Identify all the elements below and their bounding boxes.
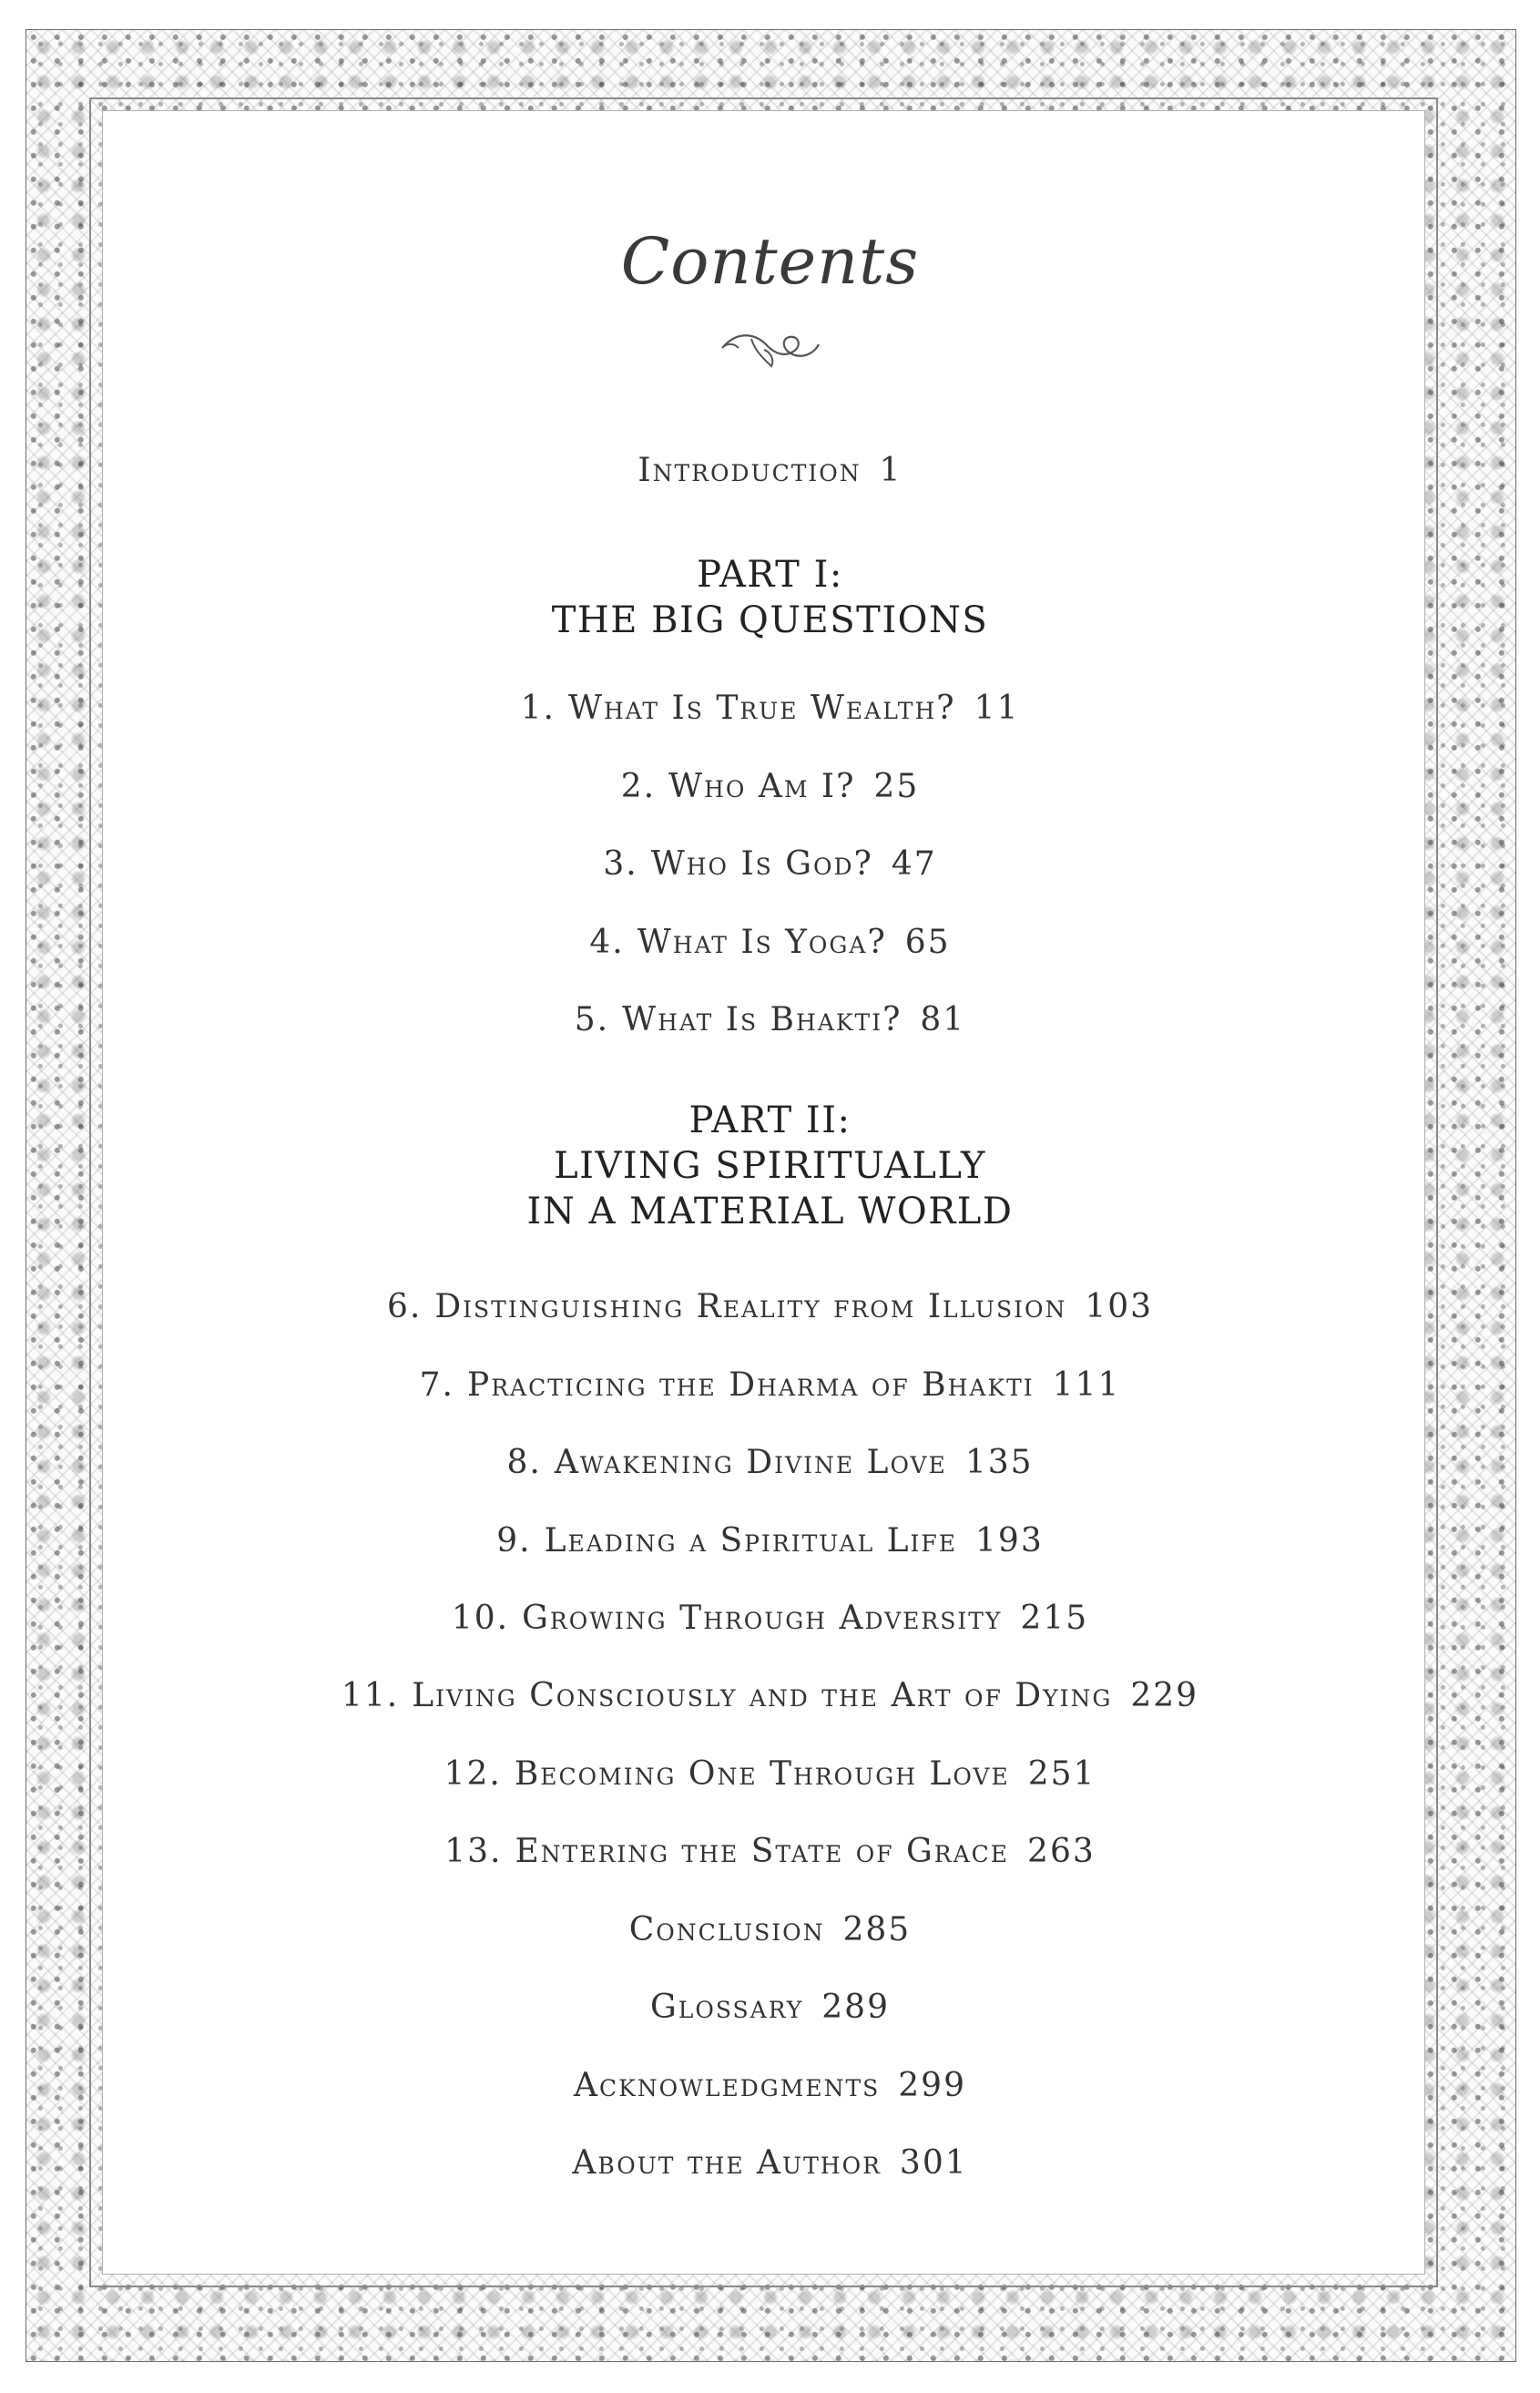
toc-entry-chapter[interactable] xyxy=(0,1444,1540,1481)
entry-title: What Is True Wealth? xyxy=(567,690,956,727)
entry-title: Introduction xyxy=(637,452,862,489)
entry-title: Distinguishing Reality from Illusion xyxy=(434,1288,1067,1325)
entry-title: Acknowledgments xyxy=(574,2067,881,2104)
part-heading-line: IN A MATERIAL WORLD xyxy=(526,1191,1014,1232)
part-heading-line: LIVING SPIRITUALLY xyxy=(554,1145,986,1187)
chapter-number: 9. xyxy=(496,1522,532,1560)
part-heading xyxy=(0,552,1540,643)
entry-title: Leading a Spiritual Life xyxy=(544,1522,958,1560)
toc-entry-chapter[interactable] xyxy=(0,1600,1540,1637)
entry-title: Growing Through Adversity xyxy=(522,1600,1003,1637)
toc-entry-chapter[interactable] xyxy=(0,690,1540,727)
chapter-number: 11. xyxy=(341,1677,400,1714)
toc-entry-glossary[interactable] xyxy=(0,1989,1540,2026)
toc-entry-introduction[interactable] xyxy=(0,452,1540,489)
entry-page: 11 xyxy=(974,690,1020,727)
chapter-number: 12. xyxy=(444,1755,502,1793)
toc-entry-chapter[interactable] xyxy=(0,1522,1540,1560)
toc-entry-about-author[interactable] xyxy=(0,2144,1540,2182)
toc-entry-chapter[interactable] xyxy=(0,1288,1540,1325)
toc-entry-chapter[interactable] xyxy=(0,768,1540,805)
entry-title: Practicing the Dharma of Bhakti xyxy=(466,1366,1035,1404)
entry-page: 103 xyxy=(1085,1288,1154,1325)
chapter-number: 4. xyxy=(589,924,625,961)
toc-entry-acknowledgments[interactable] xyxy=(0,2067,1540,2104)
entry-page: 47 xyxy=(891,845,937,883)
entry-page: 229 xyxy=(1130,1677,1199,1714)
toc-entry-chapter[interactable] xyxy=(0,1755,1540,1793)
toc-entry-chapter[interactable] xyxy=(0,845,1540,883)
toc-entry-chapter[interactable] xyxy=(0,1833,1540,1870)
entry-title: Awakening Divine Love xyxy=(554,1444,947,1481)
entry-page: 299 xyxy=(898,2067,966,2104)
entry-page: 289 xyxy=(821,1989,890,2026)
page-title: Contents xyxy=(620,224,920,299)
chapter-number: 7. xyxy=(419,1366,454,1404)
entry-page: 193 xyxy=(975,1522,1044,1560)
entry-page: 301 xyxy=(899,2144,968,2182)
entry-title: Living Consciously and the Art of Dying xyxy=(412,1677,1113,1714)
entry-page: 111 xyxy=(1052,1366,1121,1404)
toc-entry-chapter[interactable] xyxy=(0,924,1540,961)
entry-page: 215 xyxy=(1020,1600,1089,1637)
toc-entry-conclusion[interactable] xyxy=(0,1911,1540,1948)
toc-entry-chapter[interactable] xyxy=(0,1366,1540,1404)
entry-page: 25 xyxy=(873,768,920,805)
toc-entry-chapter[interactable] xyxy=(0,1677,1540,1714)
entry-title: Entering the State of Grace xyxy=(515,1833,1010,1870)
chapter-number: 8. xyxy=(506,1444,542,1481)
entry-title: Who Am I? xyxy=(668,768,856,805)
part-heading-line: PART II: xyxy=(688,1099,852,1141)
entry-page: 251 xyxy=(1027,1755,1096,1793)
entry-title: What Is Yoga? xyxy=(637,924,887,961)
entry-title: Who Is God? xyxy=(650,845,873,883)
chapter-number: 6. xyxy=(386,1288,423,1325)
part-heading-line: PART I: xyxy=(697,554,843,596)
entry-page: 135 xyxy=(964,1444,1034,1481)
toc-entry-chapter[interactable] xyxy=(0,1001,1540,1038)
chapter-number: 10. xyxy=(451,1600,510,1637)
entry-page: 285 xyxy=(842,1911,912,1948)
chapter-number: 5. xyxy=(574,1001,610,1038)
entry-title: About the Author xyxy=(572,2144,882,2182)
flourish-ornament-icon xyxy=(715,324,826,370)
entry-title: What Is Bhakti? xyxy=(622,1001,903,1038)
chapter-number: 1. xyxy=(520,690,556,727)
entry-title: Becoming One Through Love xyxy=(514,1755,1010,1793)
chapter-number: 2. xyxy=(620,768,657,805)
entry-title: Glossary xyxy=(650,1989,804,2026)
chapter-number: 3. xyxy=(603,845,638,883)
chapter-number: 13. xyxy=(444,1833,503,1870)
part-heading-line: THE BIG QUESTIONS xyxy=(551,599,989,641)
entry-page: 65 xyxy=(904,924,951,961)
entry-page: 1 xyxy=(879,452,903,489)
part-heading xyxy=(0,1098,1540,1234)
entry-title: Conclusion xyxy=(628,1911,825,1948)
entry-page: 263 xyxy=(1027,1833,1096,1870)
entry-page: 81 xyxy=(920,1001,966,1038)
